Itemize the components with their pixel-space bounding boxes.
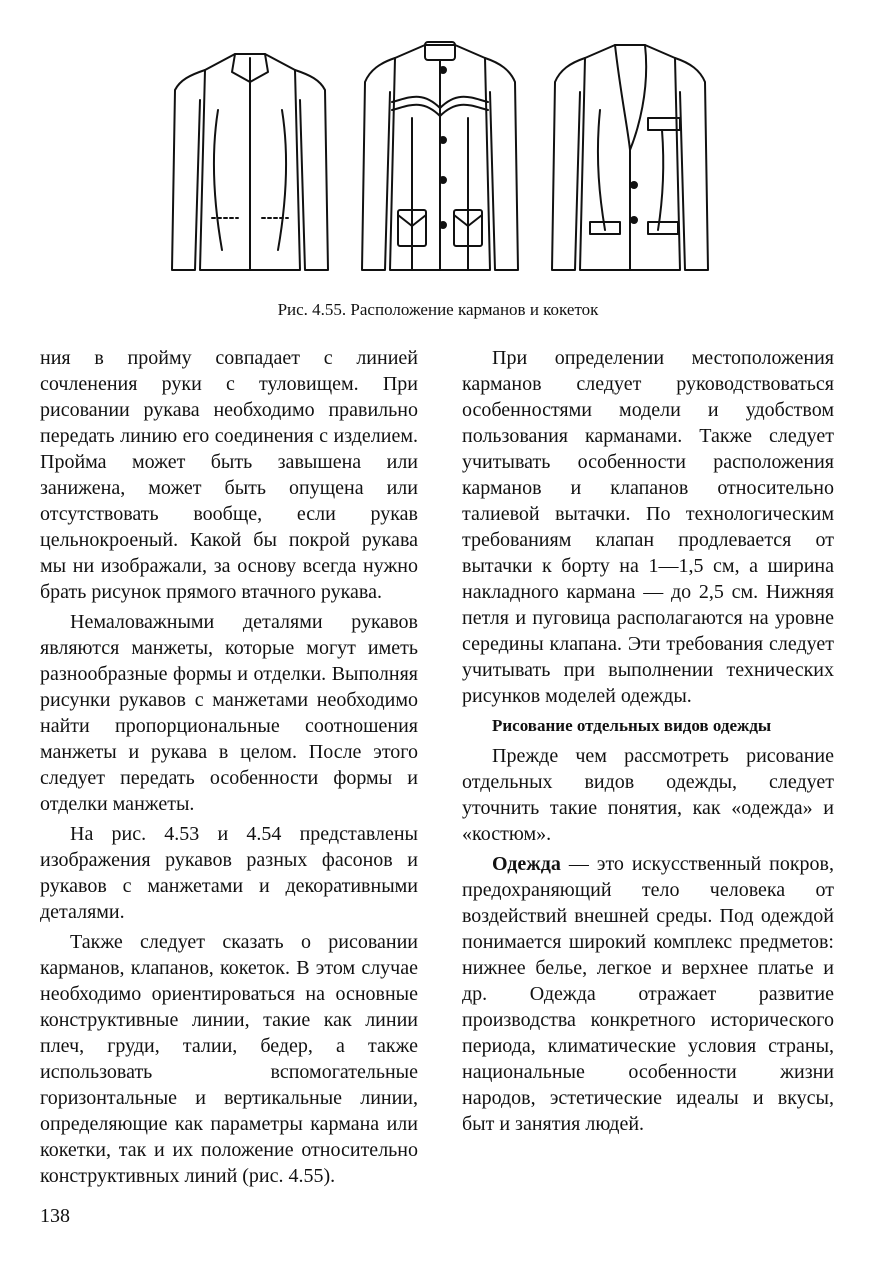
- jackets-drawing: [160, 30, 720, 285]
- pockets-yokes-figure: [160, 30, 720, 285]
- jacket-shawl-collar: [552, 45, 708, 270]
- paragraph: Прежде чем рассмотреть рисование отдельных видов одежды, следует уточнить такие понятия, как «одежда» и «костюм».: [462, 745, 834, 845]
- left-column: [40, 345, 418, 1193]
- definition-paragraph: [462, 851, 834, 1137]
- paragraph: Немаловажными деталями рукавов являются манжеты, которые могут иметь разнообразные формы и отделки. Выполняя рисунки рукавов с манжетами необходимо найти пропорциональные соотношения манжеты и рукава в целом. После этого следует передать особенности формы и отделки манжеты.: [40, 611, 418, 815]
- paragraph: На рис. 4.53 и 4.54 представлены изображения рукавов разных фасонов и рукавов с манжетами и декоративными деталями.: [40, 823, 418, 923]
- page-number: 138: [40, 1205, 70, 1227]
- section-heading: Рисование отдельных видов одежды: [492, 716, 772, 735]
- paragraph: При определении местоположения карманов следует руководствоваться особенностями модели и удобством пользования карманами. Также следует учитывать особенности расположения карманов и клапанов относительно талиевой вытачки. По технологическим требованиям клапан продлевается от вытачки к борту на 1—1,5 см, а ширина накладного кармана — до 2,5 см. Нижняя петля и пуговица располагаются на уровне середины клапана. Эти требования следует учитывать при выполнении технических рисунков моделей одежды.: [462, 347, 834, 707]
- paragraph: ния в пройму совпадает с линией сочленения руки с туловищем. При рисовании рукава необходимо правильно передать линию его соединения с изделием. Пройма может быть завышена или занижена, может быть опущена или отсутствовать вообще, если рукав цельнокроеный. Какой бы покрой рукава мы ни изображали, за основу всегда нужно брать рисунок прямого втачного рукава.: [40, 347, 418, 603]
- right-column: [462, 345, 834, 1141]
- figure-caption: Рис. 4.55. Расположение карманов и кокеток: [277, 300, 599, 319]
- jacket-yoke: [362, 42, 518, 270]
- paragraph: Также следует сказать о рисовании карманов, клапанов, кокеток. В этом случае необходимо ориентироваться на основные конструктивные линии, такие как линии плеч, груди, талии, бедер, а также использовать вспомогательные горизонтальные и вертикальные линии, определяющие как параметры кармана или кокетки, так и их положение относительно конструктивных линий (рис. 4.55).: [40, 931, 418, 1187]
- defined-term: Одежда: [492, 853, 561, 875]
- definition-text: — это искусственный покров, предохраняющий тело человека от воздействий внешней среды. Под одеждой понимается широкий комплекс предметов: нижнее белье, легкое и верхнее платье и др. Одежда отражает развитие производства конкретного исторического периода, климатические условия страны, национальные особенности жизни народов, эстетические идеалы и вкусы, быт и занятия людей.: [462, 853, 834, 1135]
- jacket-shirt-collar: [172, 54, 328, 270]
